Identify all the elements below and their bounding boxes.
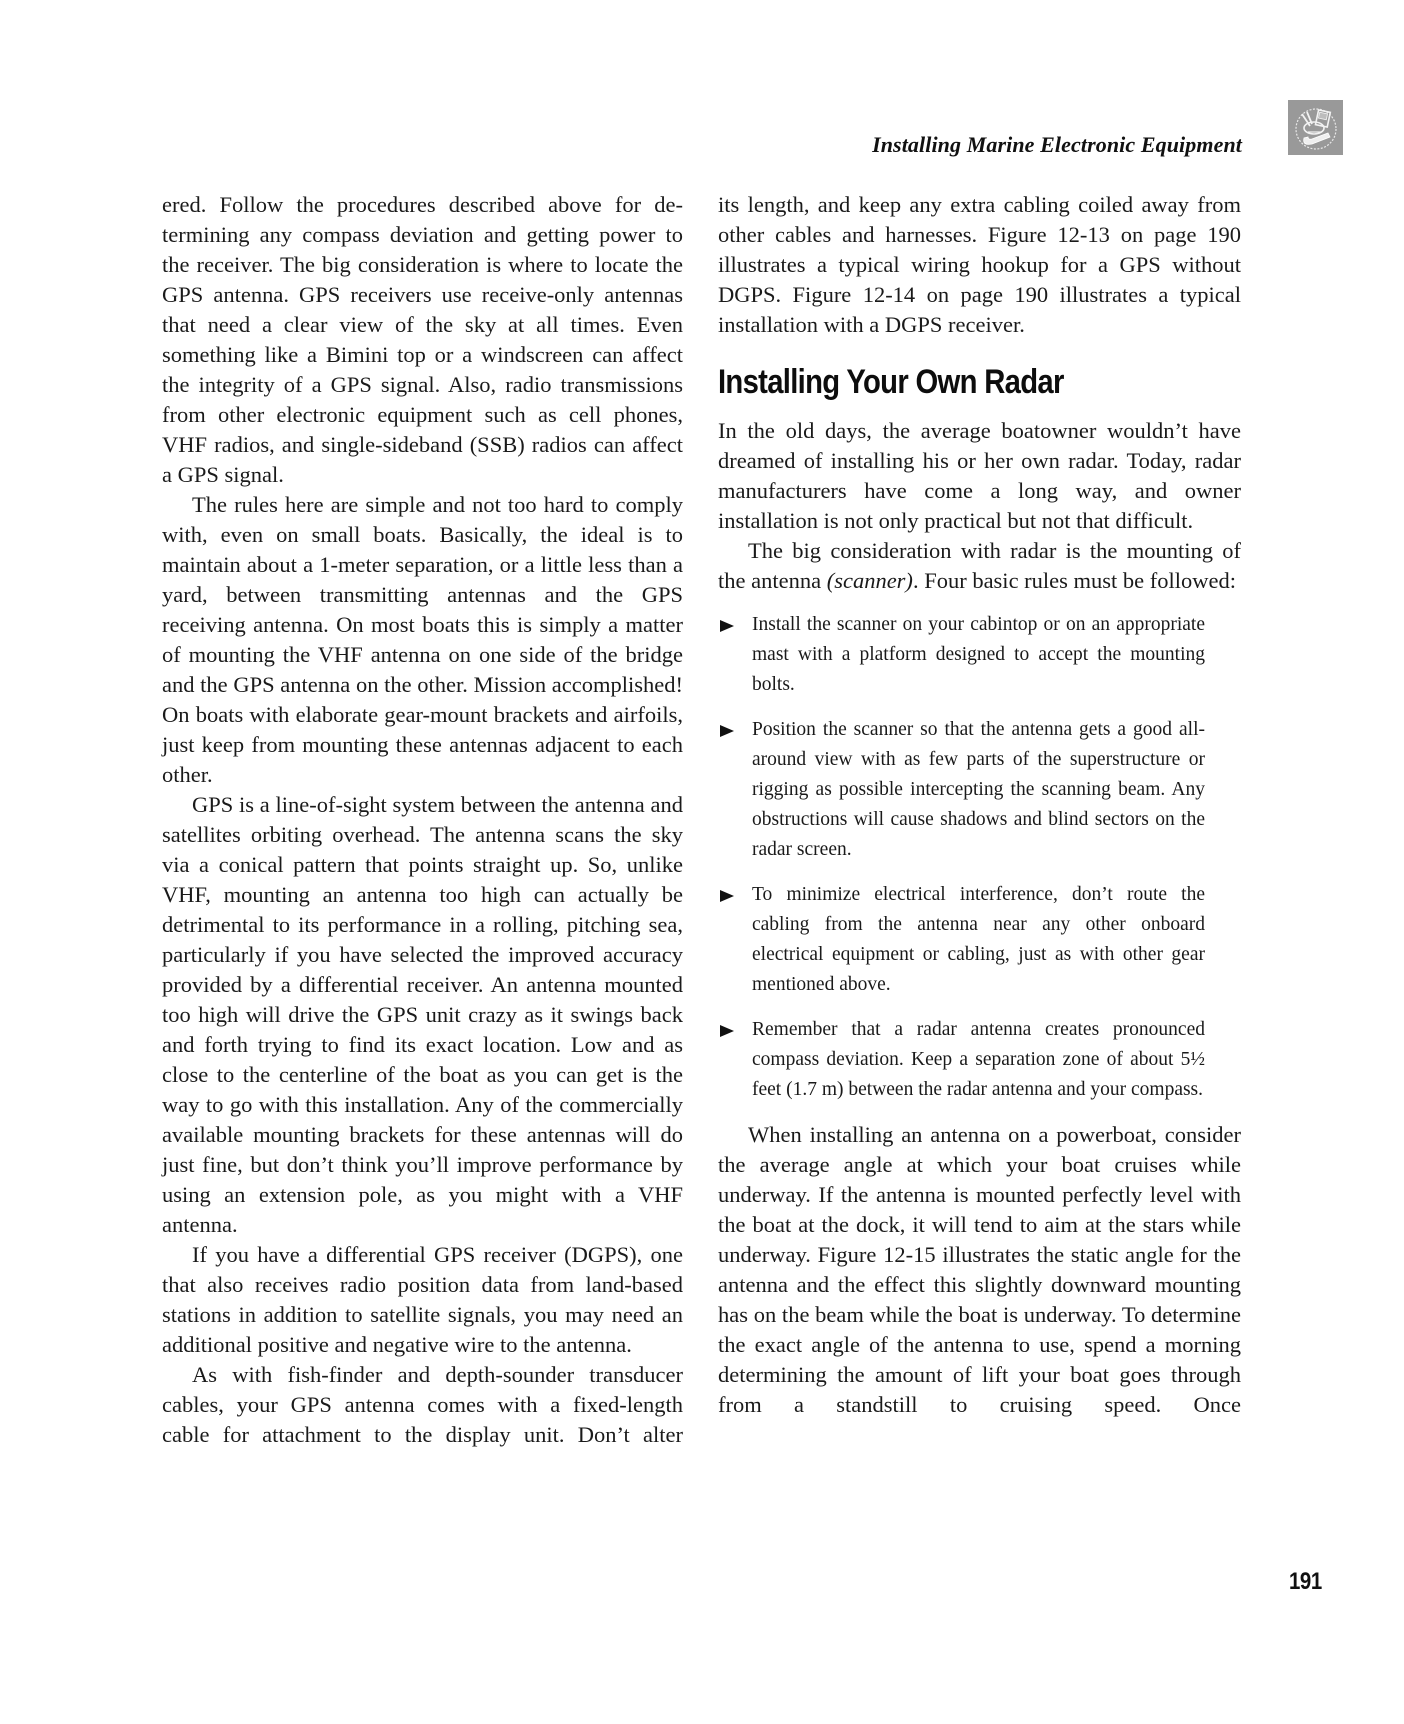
list-item-text: To minimize electrical interference, don’t route the cabling from the antenna near any other onboard electrical equipment or cabling, just as with other gear mentioned above.: [752, 884, 1205, 995]
triangle-bullet-icon: [720, 725, 734, 737]
body-paragraph-continuation: its length, and keep any extra cabling coiled away from other cables and harnesses. Figure 12-13 on page 190 illustrates a typical wiring hookup for a GPS without DGPS. Figure 12-14 on page 190 illustrates a typical installation with a DGPS receiver.: [718, 192, 1241, 337]
body-paragraph: As with fish-finder and depth-sounder transducer cables, your GPS antenna comes with a fixed-length cable for attachment to the display unit. Don’t alter: [162, 1362, 683, 1447]
right-column: [718, 190, 1241, 1420]
rules-intro-text-end: . Four basic rules must be followed:: [912, 568, 1237, 593]
boat-electronics-emblem-icon: [1288, 100, 1343, 155]
body-paragraph: The rules here are simple and not too hard to comply with, even on small boats. Basically, the ideal is to maintain about a 1-meter separation, or a little less than a yard, between transmitting antennas and the GPS receiving antenna. On most boats this is simply a matter of mounting the VHF antenna on one side of the bridge and the GPS antenna on the other. Mission accomplished! On boats with elaborate gear-mount brackets and airfoils, just keep from mounting these antennas adjacent to each other.: [162, 492, 683, 787]
list-item: [718, 880, 1241, 1000]
triangle-bullet-icon: [720, 890, 734, 902]
body-paragraph: When installing an antenna on a powerboat, consider the average angle at which your boat cruises while underway. If the antenna is mounted perfectly level with the boat at the dock, it will tend to aim at the stars while underway. Figure 12-15 illustrates the static angle for the antenna and the effect this slightly downward mounting has on the beam while the boat is underway. To determine the exact angle of the antenna to use, spend a morning determining the amount of lift your boat goes through from a standstill to cruising speed. Once: [718, 1122, 1241, 1417]
section-intro-paragraph: In the old days, the average boatowner wouldn’t have dreamed of installing his or her own radar. Today, radar manufacturers have come a long way, and owner installation is not only practical but not that difficult.: [718, 418, 1241, 533]
list-item: [718, 1015, 1241, 1105]
scanner-term: (scanner): [826, 568, 913, 593]
list-item: [718, 610, 1241, 700]
list-item-text: Remember that a radar antenna creates pronounced compass deviation. Keep a separation zone of about 5½ feet (1.7 m) between the radar antenna and your compass.: [752, 1019, 1205, 1100]
body-paragraph: GPS is a line-of-sight system between the antenna and satellites orbiting overhead. The antenna scans the sky via a conical pattern that points straight up. So, unlike VHF, mounting an antenna too high can actually be detrimental to its performance in a rolling, pitching sea, particularly if you have selected the improved accuracy provided by a differential receiver. An antenna mounted too high will drive the GPS unit crazy as it swings back and forth trying to find its exact location. Low and as close to the centerline of the boat as you can get is the way to go with this installation. Any of the commercially available mounting brackets for these antennas will do just fine, but don’t think you’ll improve performance by using an extension pole, as you might with a VHF antenna.: [162, 792, 683, 1237]
running-head-title: Installing Marine Electronic Equipment: [872, 132, 1242, 157]
body-paragraph: ered. Follow the procedures described above for determining any compass deviation and getting power to the receiver. The big consideration is where to locate the GPS antenna. GPS receivers use receive-only antennas that need a clear view of the sky at all times. Even something like a Bimini top or a windscreen can affect the integrity of a GPS signal. Also, radio transmissions from other electronic equipment such as cell phones, VHF radios, and single-sideband (SSB) radios can affect a GPS signal.: [162, 192, 683, 487]
list-item-text: Install the scanner on your cabintop or on an appropriate mast with a platform designed to accept the mounting bolts.: [752, 614, 1205, 695]
triangle-bullet-icon: [720, 620, 734, 632]
triangle-bullet-icon: [720, 1025, 734, 1037]
page-number: 191: [1289, 1568, 1322, 1595]
left-column: [162, 190, 683, 1450]
rules-intro-text: The big consideration with radar is the mounting of the antenna: [718, 538, 1241, 593]
body-paragraph: If you have a differential GPS receiver (DGPS), one that also receives radio position data from land-based stations in addition to satellite signals, you may need an additional positive and negative wire to the antenna.: [162, 1242, 683, 1357]
rules-intro-paragraph: [718, 536, 1241, 596]
radar-rules-list: [718, 610, 1241, 1105]
section-heading: Installing Your Own Radar: [718, 363, 1064, 401]
list-item: [718, 715, 1241, 865]
list-item-text: Position the scanner so that the antenna gets a good all-around view with as few parts of the superstructure or rigging as possible intercepting the scanning beam. Any obstructions will cause shadows and blind sectors on the radar screen.: [752, 719, 1205, 860]
